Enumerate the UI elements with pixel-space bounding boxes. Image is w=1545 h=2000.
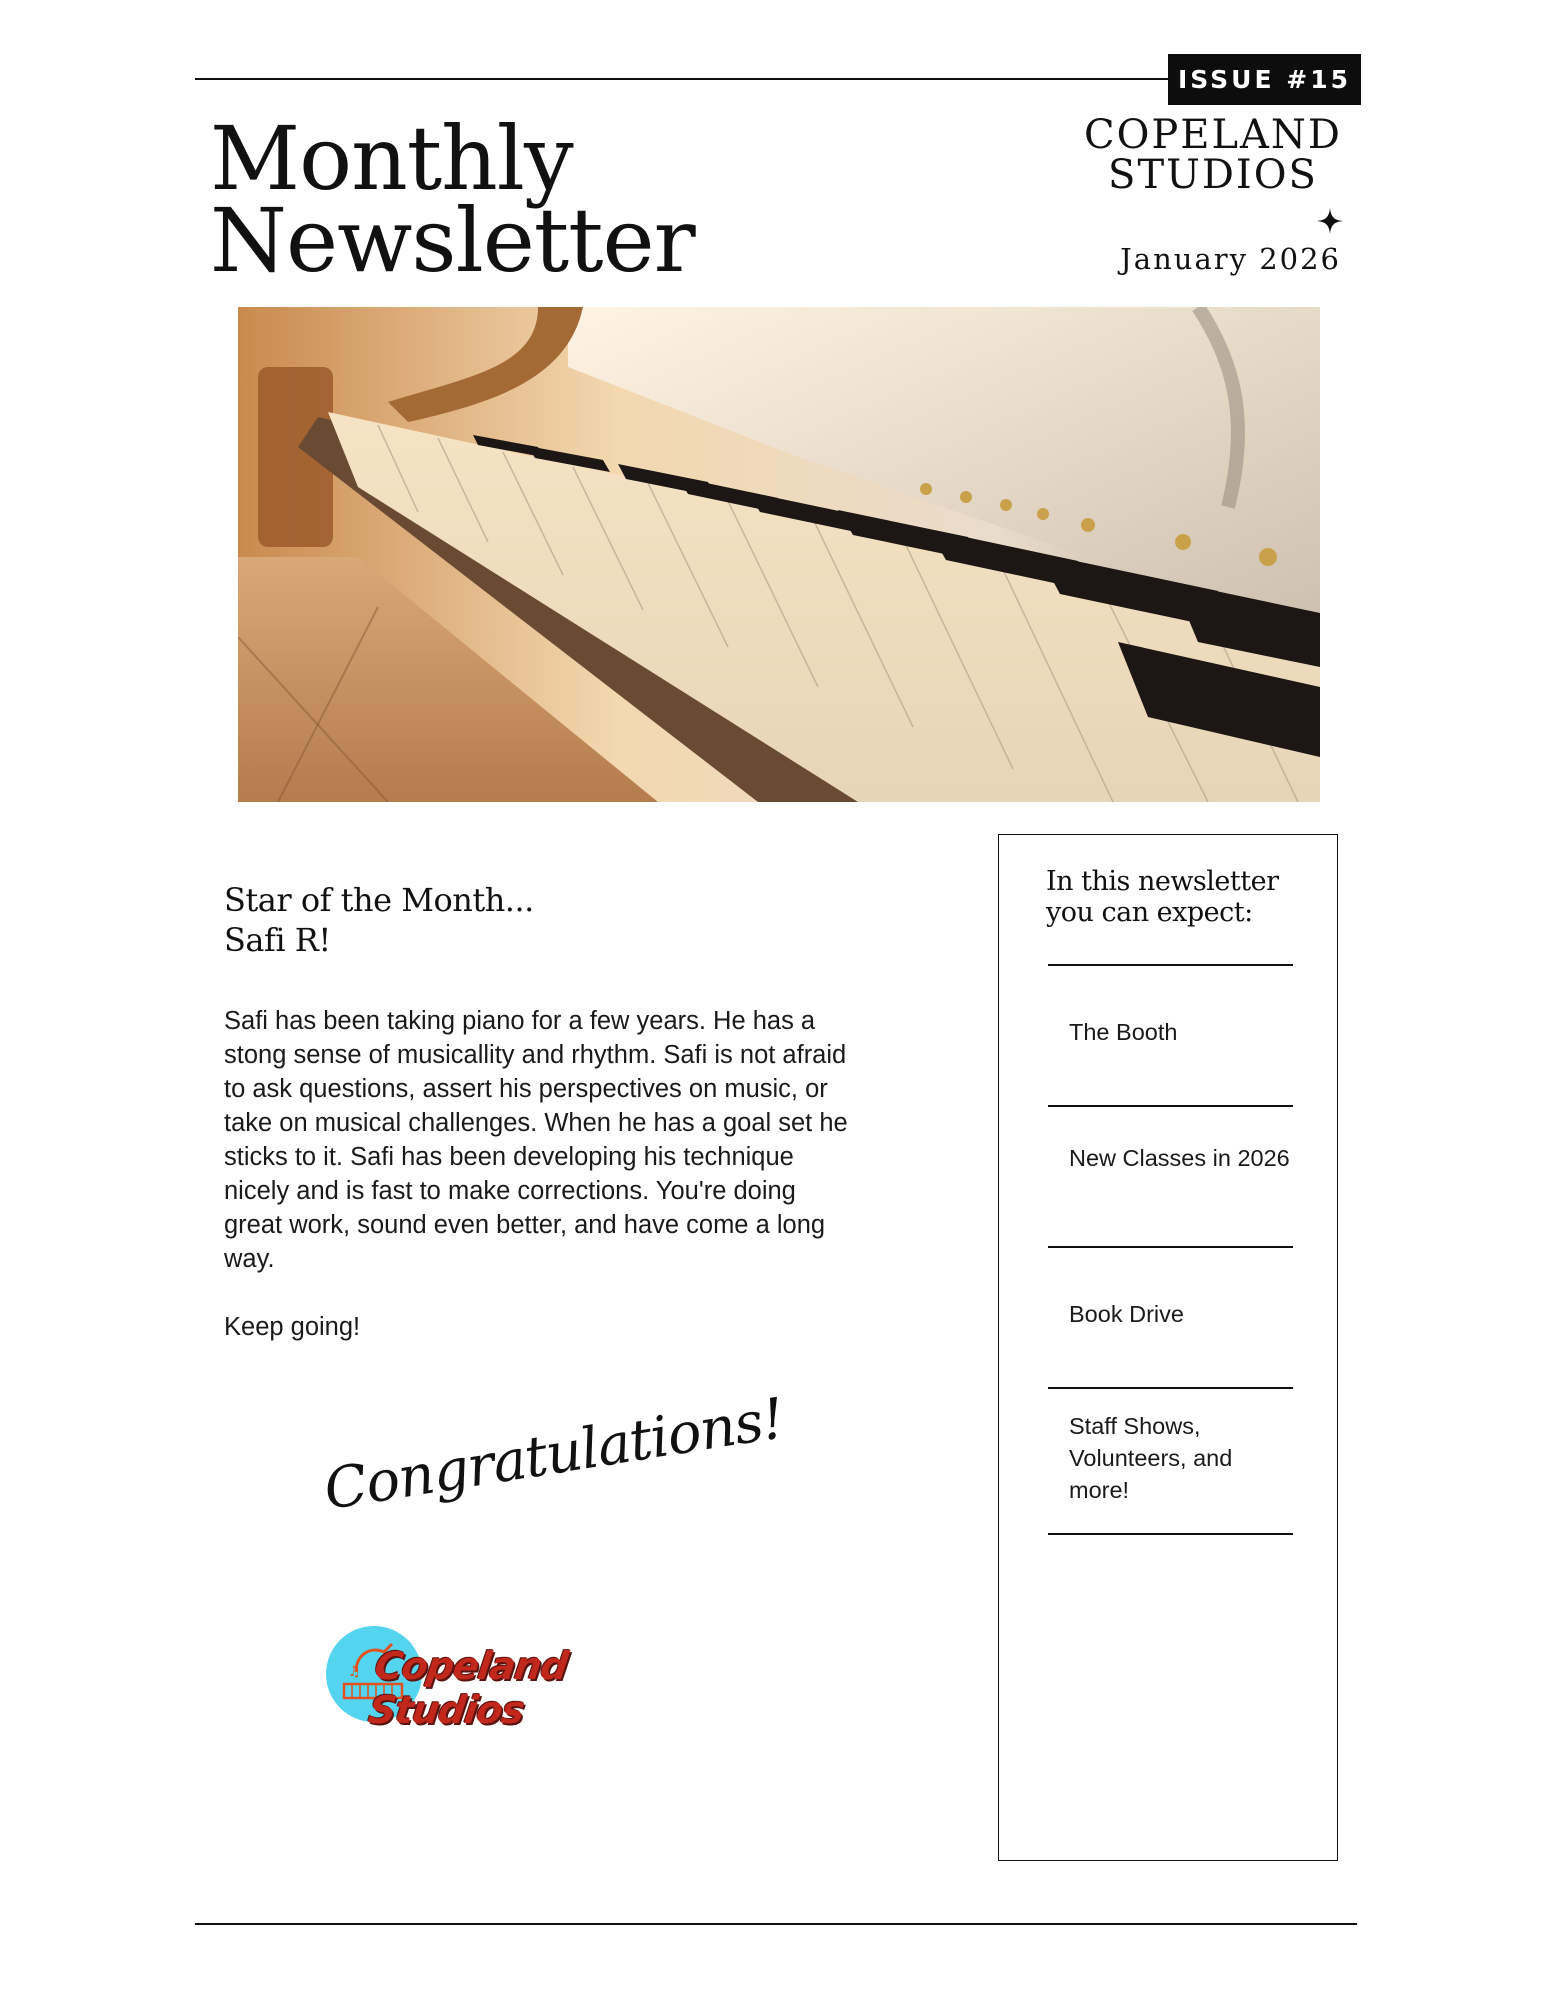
toc-item-staff-shows: Staff Shows, Volunteers, and more! [1069, 1413, 1233, 1503]
issue-date: January 2026 [1120, 242, 1341, 276]
contents-heading-line-1: In this newsletter [1046, 866, 1279, 897]
copeland-studios-logo [326, 1622, 666, 1732]
hero-piano-image [238, 307, 1320, 802]
star-of-month-heading [224, 880, 534, 960]
toc-divider [1048, 1387, 1293, 1389]
congratulations-signature: Congratulations! [319, 1386, 789, 1523]
star-heading-line-1: Star of the Month... [224, 881, 534, 919]
title-line-2: Newsletter [210, 189, 695, 292]
toc-divider [1048, 1246, 1293, 1248]
logo-wordmark: Copeland Studios [365, 1644, 571, 1732]
toc-divider [1048, 1533, 1293, 1535]
studio-name-line-1: COPELAND [1083, 112, 1342, 158]
top-rule [195, 78, 1330, 80]
studio-name-line-2: STUDIOS [1108, 152, 1318, 198]
toc-divider [1048, 964, 1293, 966]
newsletter-title [210, 107, 695, 292]
star-of-month-body [224, 1004, 849, 1378]
sparkle-icon [1317, 208, 1343, 234]
studio-name [1083, 112, 1342, 198]
contents-sidebar [998, 834, 1338, 1861]
toc-item-booth: The Booth [1069, 1019, 1178, 1045]
toc-item-book-drive: Book Drive [1069, 1301, 1184, 1327]
star-heading-line-2: Safi R! [224, 921, 331, 959]
feature-closing: Keep going! [224, 1313, 361, 1341]
feature-paragraph: Safi has been taking piano for a few years. He has a stong sense of musicallity and rhythm. Safi is not afraid to ask questions, assert his perspectives on music, or take on musical challenges. When he has a goal set he sticks to it. Safi has been developing his technique nicely and is fast to make corrections. You're doing great work, sound even better, and have come a long way. [224, 1007, 848, 1273]
toc-divider [1048, 1105, 1293, 1107]
contents-heading-line-2: you can expect: [1046, 897, 1253, 928]
contents-heading [1046, 866, 1278, 928]
issue-badge: ISSUE #15 [1168, 54, 1361, 105]
toc-item-new-classes: New Classes in 2026 [1069, 1145, 1290, 1171]
bottom-rule [195, 1923, 1357, 1925]
piano-illustration [238, 307, 1320, 802]
title-line-1: Monthly [210, 107, 573, 210]
svg-text:♫: ♫ [348, 1664, 361, 1680]
